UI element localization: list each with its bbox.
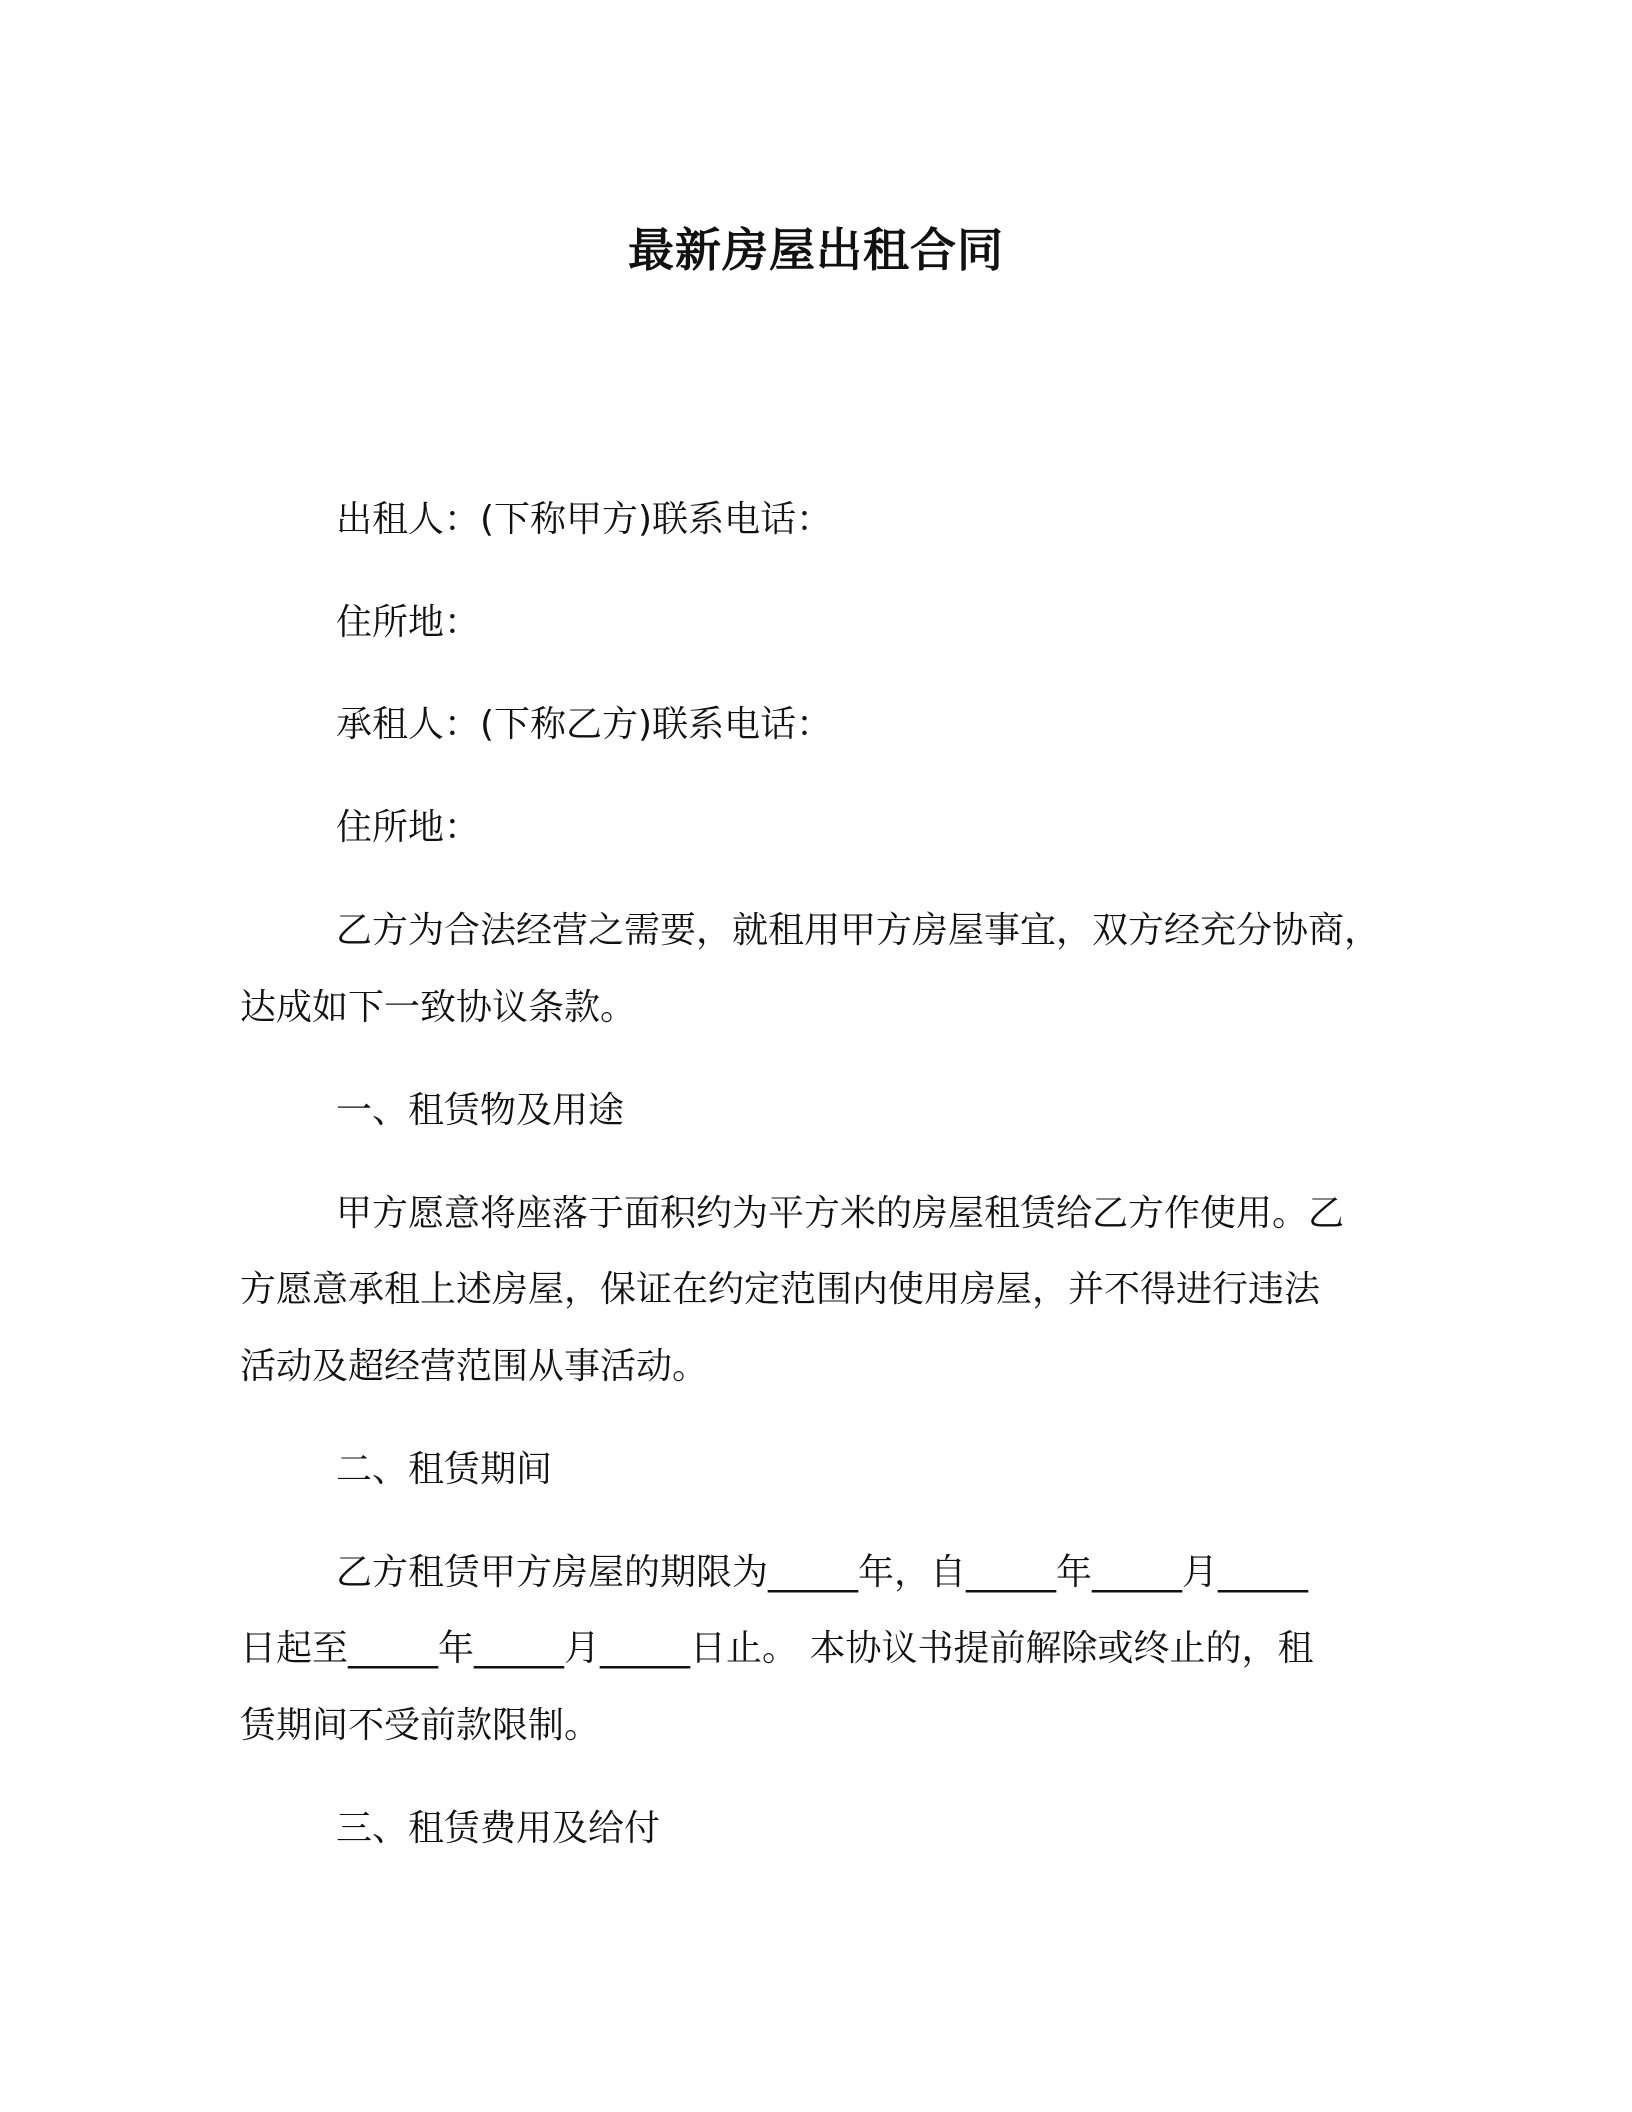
section-heading-2: 二、租赁期间 — [336, 1449, 553, 1490]
section1-line-2: 方愿意承租上述房屋，保证在约定范围内使用房屋，并不得进行违法 — [240, 1269, 1321, 1310]
section1-line-1: 甲方愿意将座落于面积约为平方米的房屋租赁给乙方作使用。乙 — [336, 1193, 1345, 1234]
lessor-line: 出租人：(下称甲方)联系电话： — [336, 499, 833, 540]
section2-line-3: 赁期间不受前款限制。 — [240, 1705, 601, 1746]
lessee-line: 承租人：(下称乙方)联系电话： — [336, 704, 833, 745]
section-heading-3: 三、租赁费用及给付 — [336, 1808, 661, 1849]
section-heading-1: 一、租赁物及用途 — [336, 1090, 625, 1131]
preamble-line-1: 乙方为合法经营之需要，就租用甲方房屋事宜，双方经充分协商， — [336, 910, 1381, 951]
section1-line-3: 活动及超经营范围从事活动。 — [240, 1346, 709, 1387]
lessor-address-line: 住所地： — [336, 602, 481, 643]
lessee-address-line: 住所地： — [336, 807, 481, 848]
preamble-line-2: 达成如下一致协议条款。 — [240, 987, 637, 1028]
section2-line-1: 乙方租赁甲方房屋的期限为_____年，自_____年_____月_____ — [336, 1552, 1309, 1593]
document-title: 最新房屋出租合同 — [628, 223, 1004, 277]
section2-line-2: 日起至_____年_____月_____日止。 本协议书提前解除或终止的，租 — [240, 1628, 1314, 1669]
